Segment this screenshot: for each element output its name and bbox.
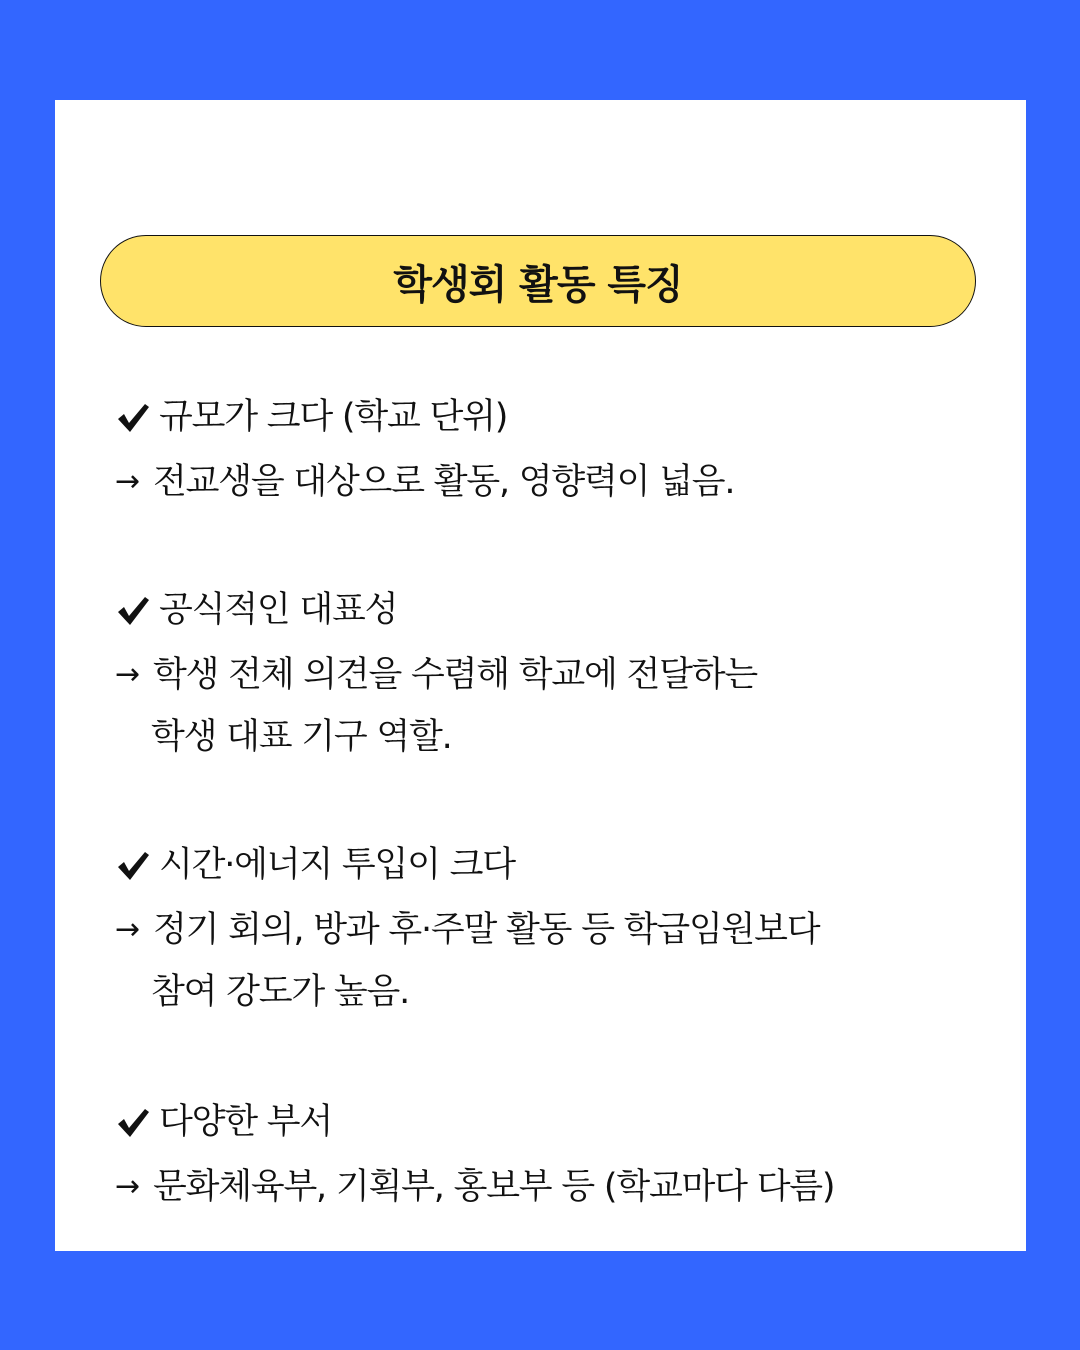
arrow-icon: → <box>115 912 141 947</box>
feature-detail-text: 문화체육부, 기획부, 홍보부 등 (학교마다 다름) <box>153 1167 835 1207</box>
feature-detail-text: 정기 회의, 방과 후·주말 활동 등 학급임원보다 <box>153 910 820 950</box>
feature-heading <box>115 1102 995 1142</box>
feature-detail-line <box>115 910 995 950</box>
feature-heading-text: 다양한 부서 <box>159 1102 332 1142</box>
feature-heading <box>115 845 995 885</box>
feature-section <box>115 845 995 1012</box>
feature-detail-text: 학생 대표 기구 역할. <box>151 717 452 757</box>
feature-heading <box>115 397 995 437</box>
arrow-icon: → <box>115 657 141 692</box>
feature-detail-text: 참여 강도가 높음. <box>151 972 410 1012</box>
title-banner <box>100 235 976 327</box>
page-title: 학생회 활동 특징 <box>393 261 683 308</box>
feature-heading <box>115 590 995 630</box>
feature-section <box>115 1102 995 1207</box>
feature-section <box>115 397 995 502</box>
feature-detail-line <box>115 462 995 502</box>
feature-detail-text: 전교생을 대상으로 활동, 영향력이 넓음. <box>153 462 735 502</box>
feature-detail-text: 학생 전체 의견을 수렴해 학교에 전달하는 <box>153 655 757 695</box>
checkmark-icon <box>115 847 151 883</box>
content-card <box>55 100 1026 1251</box>
checkmark-icon <box>115 399 151 435</box>
checkmark-icon <box>115 1104 151 1140</box>
feature-detail-line <box>115 1167 995 1207</box>
arrow-icon: → <box>115 1169 141 1204</box>
feature-detail-line <box>115 655 995 695</box>
arrow-icon: → <box>115 464 141 499</box>
feature-section <box>115 590 995 757</box>
feature-detail-line <box>115 972 995 1012</box>
feature-detail-line <box>115 717 995 757</box>
checkmark-icon <box>115 592 151 628</box>
feature-heading-text: 공식적인 대표성 <box>159 590 398 630</box>
feature-heading-text: 시간·에너지 투입이 크다 <box>159 845 515 885</box>
feature-heading-text: 규모가 크다 (학교 단위) <box>159 397 508 437</box>
